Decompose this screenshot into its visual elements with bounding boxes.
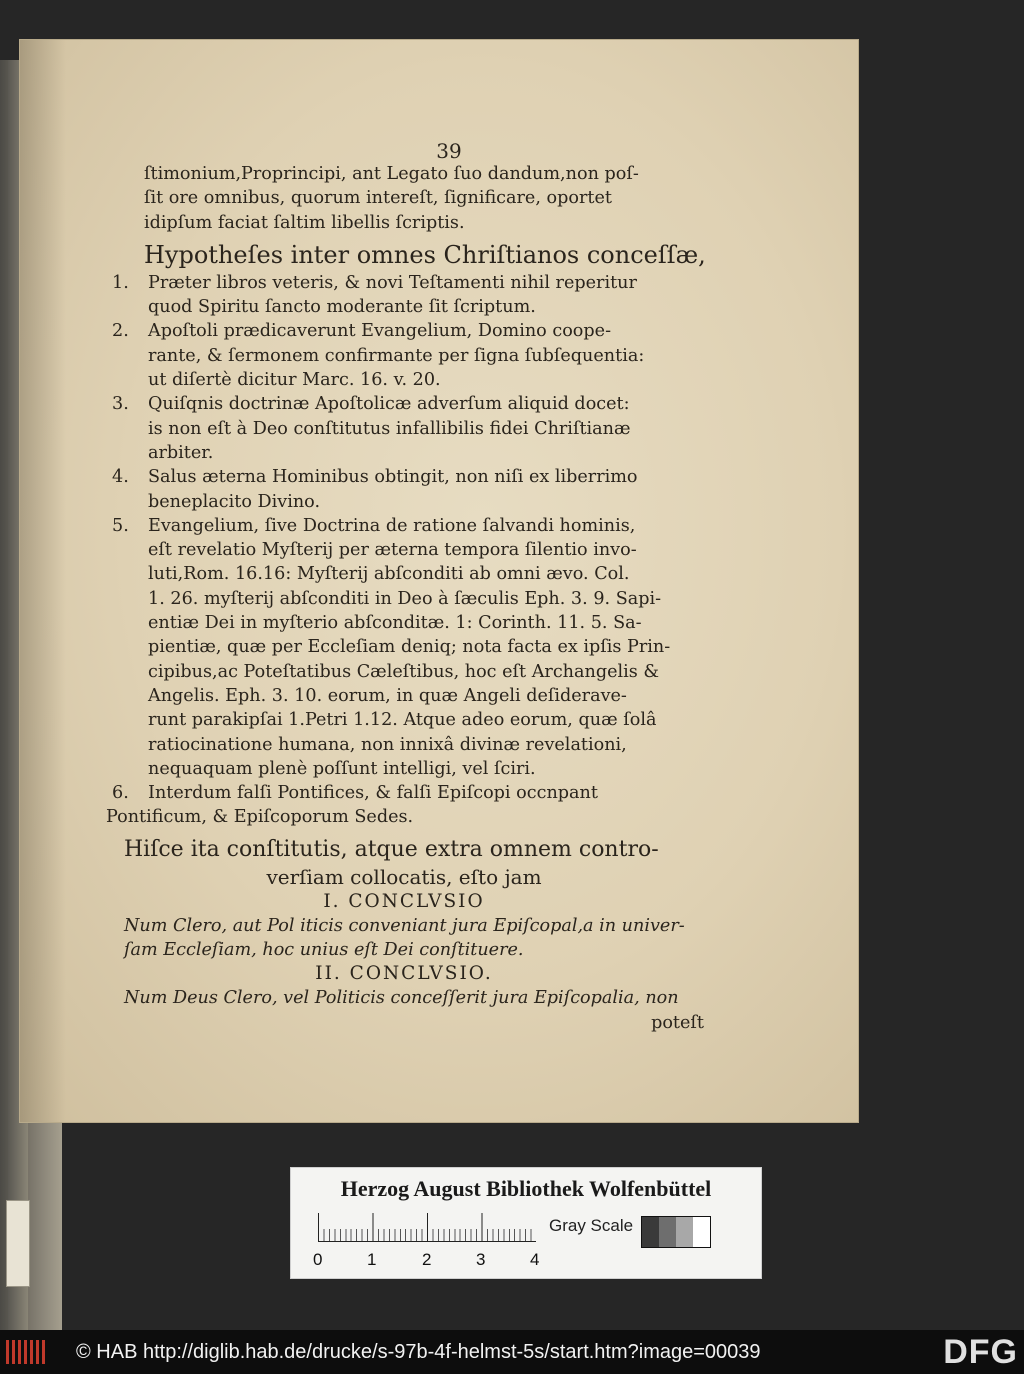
hypothesis-line: 3. Quiſqnis doctrinæ Apoſtolicæ adverſum aliquid docet: <box>104 392 704 416</box>
hypothesis-line: luti,Rom. 16.16: Myſterij abſconditi ab omni ævo. Col. <box>148 564 630 585</box>
hypothesis-line: Angelis. Eph. 3. 10. eorum, in quæ Angeli deſiderave- <box>148 685 627 706</box>
gray-scale-swatches <box>641 1216 711 1248</box>
transition-heading: verſiam collocatis, eſto jam <box>266 864 542 889</box>
page-text <box>104 140 704 1035</box>
hypothesis-line: Pontificum, & Epiſcoporum Sedes. <box>106 807 414 828</box>
hypothesis-line: rante, & ſermonem confirmante per ſigna ſubſequentia: <box>148 345 645 366</box>
dfg-logo: DFG <box>943 1333 1018 1371</box>
cm-ruler <box>318 1213 536 1242</box>
hypothesis-line: pientiæ, quæ per Eccleſiam deniq; nota facta ex ipſis Prin- <box>148 637 671 658</box>
text-line: ſit ore omnibus, quorum intereſt, ſignificare, oportet <box>144 188 612 209</box>
hypothesis-line: arbiter. <box>148 442 214 463</box>
hab-barcode-icon <box>6 1340 48 1364</box>
hypothesis-line: 5. Evangelium, ſive Doctrina de ratione ſalvandi hominis, <box>104 514 704 538</box>
conclusio-line: Num Clero, aut Pol iticis conveniant jura Epiſcopal,a in univer- <box>124 915 685 936</box>
book-page <box>20 40 858 1122</box>
text-line: ſtimonium,Proprincipi, ant Legato ſuo dandum,non poſ- <box>144 164 639 184</box>
hypothesis-number: 5. <box>112 515 129 536</box>
hypothesis-number: 4. <box>112 467 129 488</box>
hypothesis-number: 6. <box>112 783 129 804</box>
hypothesis-line: ratiocinatione humana, non innixâ divinæ revelationi, <box>148 734 627 755</box>
conclusio-title: I. CONCLVSIO <box>323 890 485 912</box>
section-heading: Hypotheſes inter omnes Chriſtianos conceſſæ, <box>144 240 706 269</box>
gray-swatch <box>693 1217 710 1247</box>
ruler-number: 2 <box>422 1250 432 1269</box>
ruler-number: 4 <box>530 1250 540 1269</box>
footer-copyright-url[interactable]: © HAB http://diglib.hab.de/drucke/s-97b-4f-helmst-5s/start.htm?image=00039 <box>76 1341 761 1363</box>
ruler-number: 1 <box>367 1250 377 1269</box>
hypothesis-line: 4. Salus æterna Hominibus obtingit, non niſi ex liberrimo <box>104 465 704 489</box>
hypothesis-line: cipibus,ac Poteſtatibus Cæleſtibus, hoc eſt Archangelis & <box>148 661 660 682</box>
gray-swatch <box>676 1217 693 1247</box>
hypothesis-line: beneplacito Divino. <box>148 491 321 512</box>
hypothesis-number: 2. <box>112 321 129 342</box>
footer-bar <box>0 1330 1024 1374</box>
hypothesis-line: 1. 26. myſterij abſconditi in Deo à ſæculis Eph. 3. 9. Sapi- <box>148 588 662 609</box>
ruler-number: 0 <box>313 1250 323 1269</box>
hypothesis-line: 6. Interdum falſi Pontifices, & falſi Epiſcopi occnpant <box>104 781 704 805</box>
gray-swatch <box>659 1217 676 1247</box>
hypothesis-number: 3. <box>112 394 129 415</box>
transition-heading: Hiſce ita conſtitutis, atque extra omnem contro- <box>124 836 659 862</box>
hypothesis-number: 1. <box>112 272 129 293</box>
hypothesis-line: 1. Præter libros veteris, & novi Teſtamenti nihil reperitur <box>104 271 704 295</box>
hypothesis-line: nequaquam plenè poſſunt intelligi, vel ſciri. <box>148 758 536 779</box>
conclusio-line: Num Deus Clero, vel Politicis conceſſerit jura Epiſcopalia, non <box>124 988 679 1009</box>
text-line: idipſum faciat ſaltim libellis ſcriptis. <box>144 212 465 233</box>
shelf-sticker <box>6 1200 30 1287</box>
hypothesis-line: quod Spiritu ſancto moderante ſit ſcriptum. <box>148 297 536 318</box>
conclusio-title: II. CONCLVSIO. <box>315 963 493 985</box>
gray-scale-label: Gray Scale <box>549 1216 634 1235</box>
hypothesis-line: runt parakipſai 1.Petri 1.12. Atque adeo eorum, quæ ſolâ <box>148 710 657 731</box>
gray-swatch <box>642 1217 659 1247</box>
hypothesis-line: 2. Apoſtoli prædicaverunt Evangelium, Domino coope- <box>104 319 704 343</box>
hypothesis-line: entiæ Dei in myſterio abſconditæ. 1: Corinth. 11. 5. Sa- <box>148 613 642 634</box>
hypothesis-line: ut diſertè dicitur Marc. 16. v. 20. <box>148 370 441 391</box>
hab-color-chart-label <box>290 1167 762 1279</box>
hypothesis-line: is non eſt à Deo conſtitutus infallibilis fidei Chriſtianæ <box>148 418 631 439</box>
page-number: 39 <box>436 139 462 163</box>
conclusio-line: ſam Eccleſiam, hoc unius eſt Dei conſtituere. <box>124 940 524 961</box>
library-name: Herzog August Bibliothek Wolfenbüttel <box>340 1176 712 1201</box>
hypothesis-line: eſt revelatio Myſterij per æterna tempora ſilentio invo- <box>148 540 637 561</box>
catchword: poteſt <box>651 1012 704 1033</box>
ruler-number: 3 <box>476 1250 486 1269</box>
